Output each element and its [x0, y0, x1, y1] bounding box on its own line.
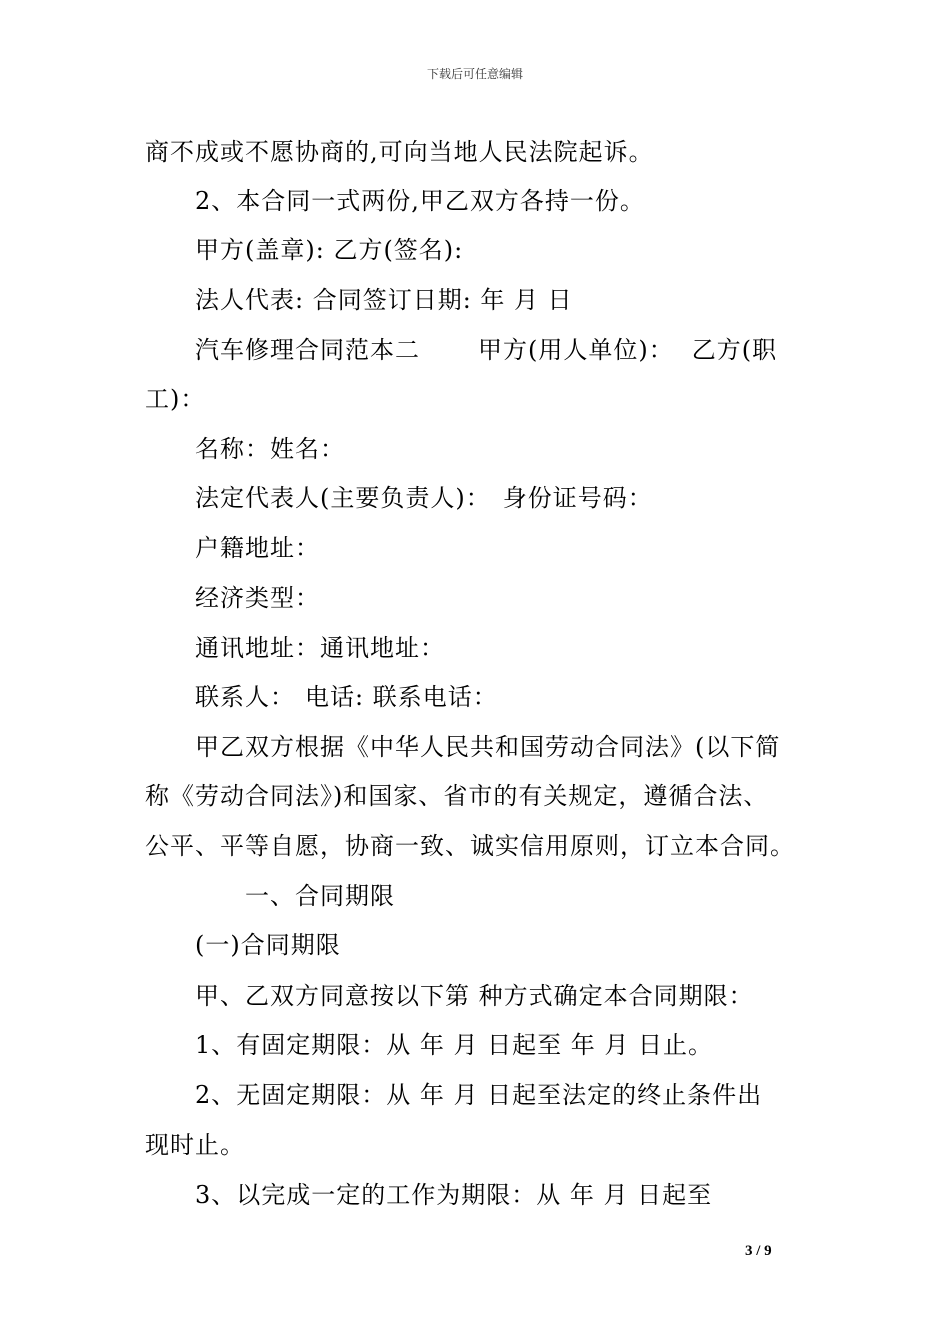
paragraph-line: 3、以完成一定的工作为期限：从 年 月 日起至: [195, 1181, 713, 1209]
subsection-heading: (一)合同期限: [195, 931, 341, 959]
page-header: 下载后可任意编辑: [426, 67, 523, 81]
paragraph-line: 甲方(盖章): 乙方(签名):: [195, 236, 464, 264]
paragraph-line: [195, 483, 653, 513]
paragraph-line: [195, 335, 777, 365]
paragraph-line: 商不成或不愿协商的,可向当地人民法院起诉。: [145, 138, 654, 166]
paragraph-line: 经济类型：: [195, 584, 320, 612]
paragraph-line: 工)：: [145, 385, 206, 413]
section-heading: 一、合同期限: [245, 882, 395, 910]
paragraph-line: 户籍地址：: [195, 534, 320, 562]
paragraph-line: 1、有固定期限：从 年 月 日起至 年 月 日止。: [195, 1031, 714, 1059]
paragraph-line: 法人代表: 合同签订日期: 年 月 日: [195, 286, 573, 314]
line-segment: 汽车修理合同范本二: [195, 336, 420, 364]
line-segment: 电话: 联系电话：: [305, 683, 498, 711]
paragraph-line: 2、无固定期限：从 年 月 日起至法定的终止条件出: [195, 1081, 763, 1109]
line-segment: 身份证号码：: [502, 484, 653, 512]
paragraph-line: 2、本合同一式两份,甲乙双方各持一份。: [195, 187, 645, 215]
line-segment: 乙方(职: [691, 336, 778, 364]
line-segment: 甲方(用人单位)：: [478, 336, 674, 364]
line-segment: 法定代表人(主要负责人)：: [195, 484, 491, 512]
paragraph-line: 公平、平等自愿，协商一致、诚实信用原则，订立本合同。: [145, 832, 795, 860]
line-segment: 联系人：: [195, 683, 295, 711]
paragraph-line: 名称：姓名：: [195, 435, 345, 463]
paragraph-line: 甲、乙双方同意按以下第 种方式确定本合同期限：: [195, 982, 754, 1010]
paragraph-line: 称《劳动合同法》)和国家、省市的有关规定，遵循合法、: [145, 782, 769, 810]
paragraph-line: 现时止。: [145, 1131, 245, 1159]
paragraph-line: 通讯地址：通讯地址：: [195, 634, 445, 662]
paragraph-line: 甲乙双方根据《中华人民共和国劳动合同法》(以下简: [195, 733, 781, 761]
page-number: 3 / 9: [745, 1243, 772, 1259]
paragraph-line: [195, 682, 498, 712]
